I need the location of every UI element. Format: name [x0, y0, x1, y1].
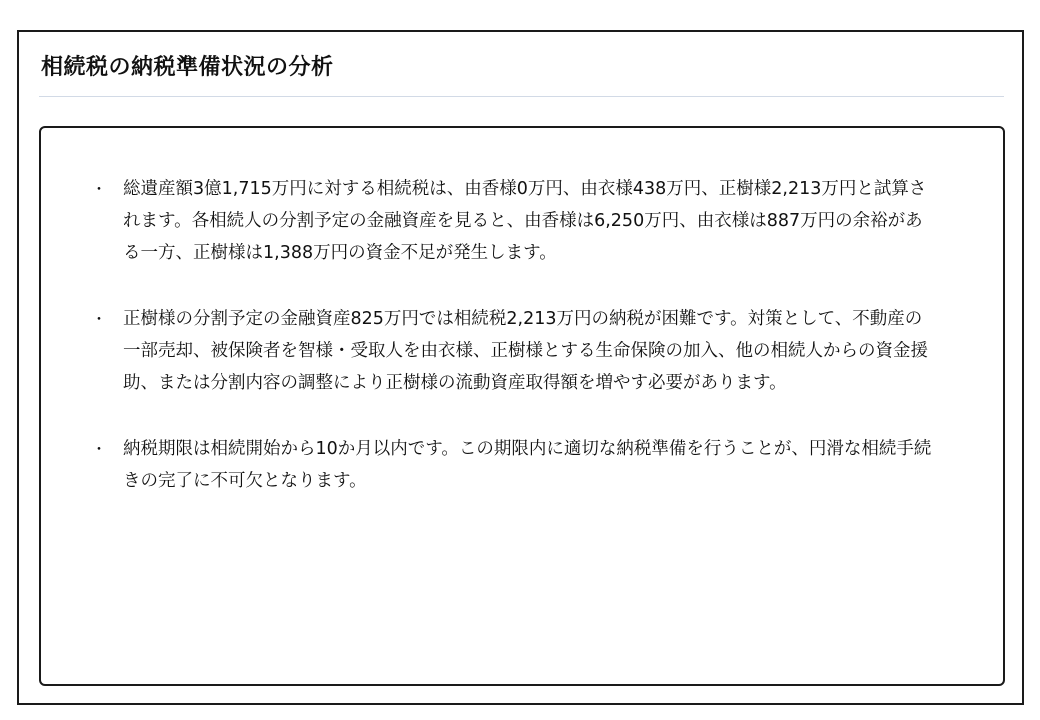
- bullet-text: 正樹様の分割予定の金融資産825万円では相続税2,213万円の納税が困難です。対策として、不動産の一部売却、被保険者を智様・受取人を由衣様、正樹様とする生命保険の加入、他の相続人からの資金援助、または分割内容の調整により正樹様の流動資産取得額を増やす必要があります。: [123, 309, 928, 393]
- document-frame: [17, 30, 1024, 705]
- bullet-marker-icon: ・: [91, 310, 107, 328]
- analysis-bullet-item: [89, 303, 935, 399]
- bullet-text: 総遺産額3億1,715万円に対する相続税は、由香様0万円、由衣様438万円、正樹様2,213万円と試算されます。各相続人の分割予定の金融資産を見ると、由香様は6,250万円、由衣様は887万円の余裕がある一方、正樹様は1,388万円の資金不足が発生します。: [123, 179, 927, 263]
- analysis-bullet-item: [89, 433, 935, 497]
- bullet-text: 納税期限は相続開始から10か月以内です。この期限内に適切な納税準備を行うことが、円滑な相続手続きの完了に不可欠となります。: [123, 439, 932, 491]
- analysis-card: [39, 126, 1005, 686]
- analysis-bullet-list: [89, 173, 935, 531]
- analysis-bullet-item: [89, 173, 935, 269]
- bullet-marker-icon: ・: [91, 180, 107, 198]
- title-divider: [39, 96, 1004, 97]
- bullet-marker-icon: ・: [91, 440, 107, 458]
- section-title: 相続税の納税準備状況の分析: [41, 55, 334, 80]
